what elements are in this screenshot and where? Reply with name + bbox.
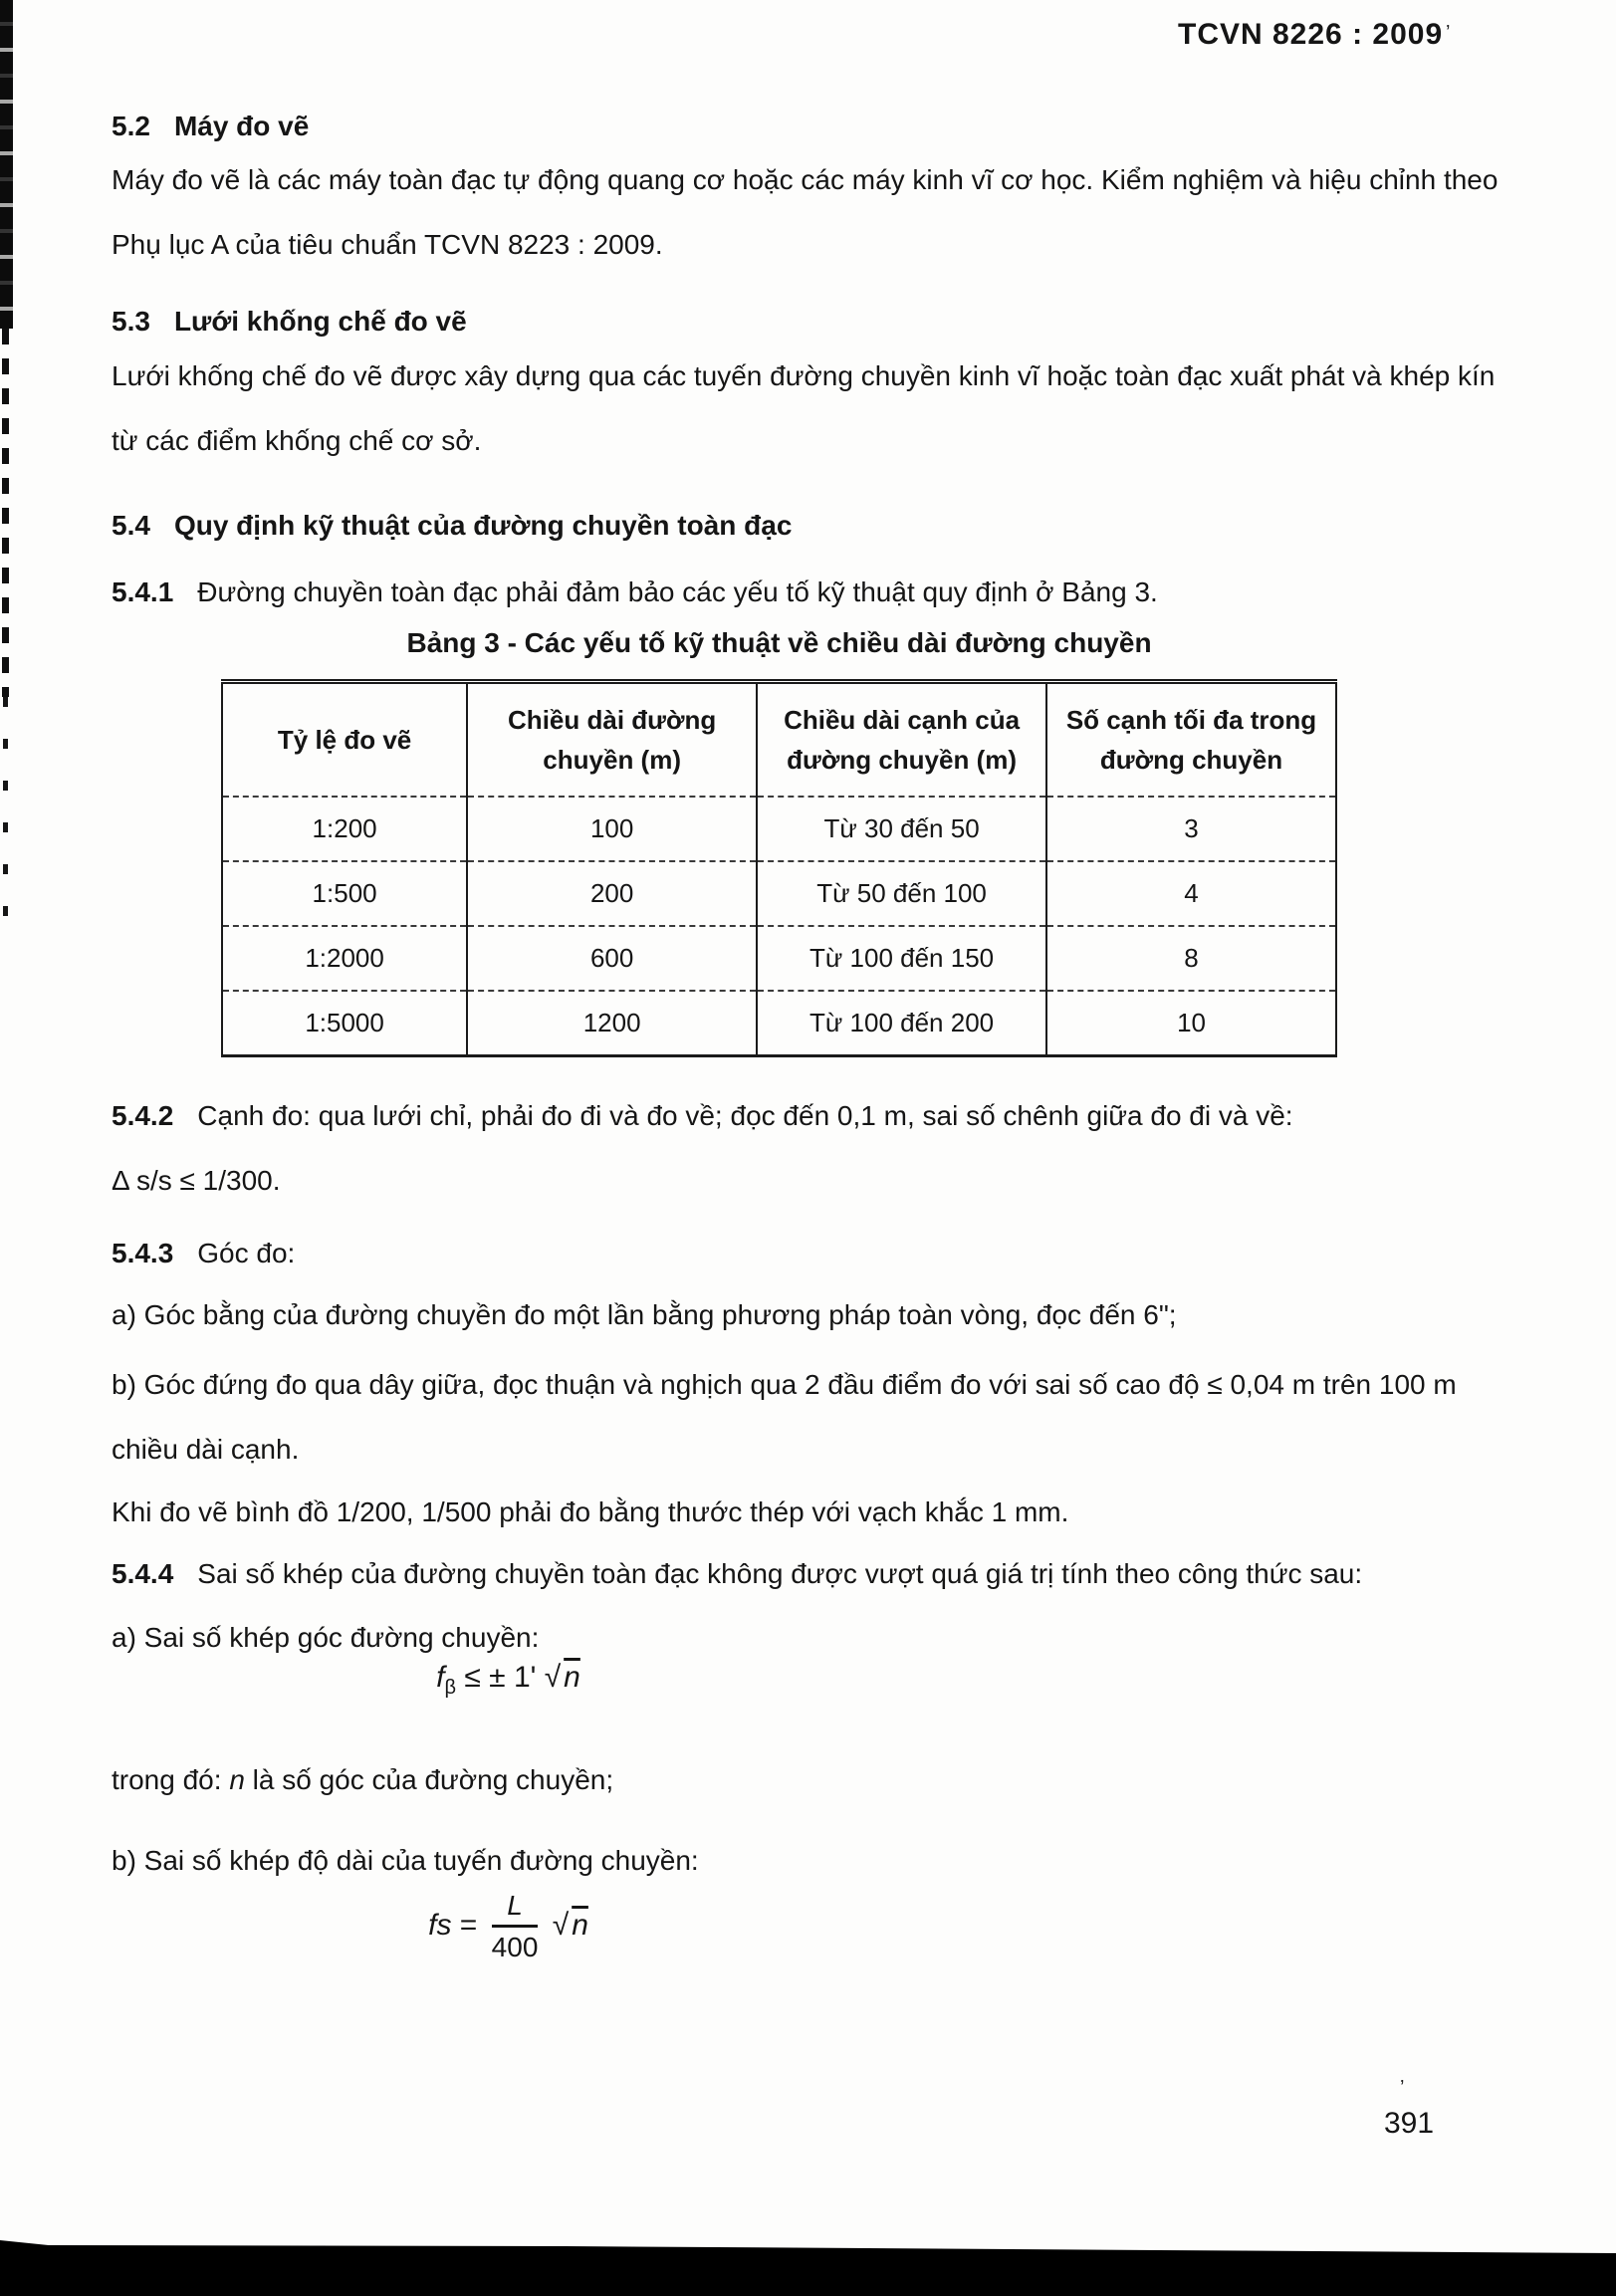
section-number: 5.4.4: [112, 1558, 174, 1589]
fraction-numerator: L: [492, 1890, 539, 1928]
table-row: [222, 991, 1336, 1056]
section-title: Lưới khống chế đo vẽ: [173, 306, 467, 337]
section-title: Máy đo vẽ: [173, 111, 310, 141]
section-title: Quy định kỹ thuật của đường chuyền toàn đạc: [173, 510, 793, 541]
formula-variable: f: [436, 1661, 445, 1694]
technical-table-bang-3: [221, 679, 1337, 1057]
formula-relation: ≤ ± 1': [464, 1661, 537, 1694]
paragraph-5-4-4: [112, 1541, 1505, 1606]
fraction: [492, 1890, 539, 1963]
table-cell: Từ 30 đến 50: [757, 797, 1046, 861]
paragraph-5-3: Lưới khống chế đo vẽ được xây dựng qua các tuyến đường chuyền kinh vĩ hoặc toàn đạc xuất phát và khép kín từ các điểm khống chế cơ sở.: [112, 360, 1496, 456]
table-cell: 1:2000: [222, 926, 467, 991]
list-item-b: b) Sai số khép độ dài của tuyến đường chuyền:: [112, 1845, 699, 1876]
scan-speck: ’: [1446, 22, 1451, 44]
page-number: 391: [1384, 2107, 1435, 2140]
table-header-cell: Chiều dài đường chuyền (m): [467, 682, 757, 798]
left-scan-artifact: [0, 0, 13, 329]
equals-sign: =: [459, 1908, 478, 1942]
section-title: Góc đo:: [197, 1238, 296, 1268]
paragraph-5-2: Máy đo vẽ là các máy toàn đạc tự động quang cơ hoặc các máy kinh vĩ cơ học. Kiểm nghiệm và hiệu chỉnh theo Phụ lục A của tiêu chuẩn TCVN 8223 : 2009.: [112, 164, 1499, 260]
left-scan-artifact: [3, 697, 8, 936]
paragraph-5-4-1: [112, 560, 1505, 624]
table-cell: Từ 50 đến 100: [757, 861, 1046, 926]
table-cell: 600: [467, 926, 757, 991]
where-variable: n: [229, 1764, 245, 1795]
table-cell: 8: [1046, 926, 1336, 991]
where-clause: [112, 1747, 1505, 1812]
formula-subscript: β: [444, 1677, 456, 1699]
list-item-a: a) Sai số khép góc đường chuyền:: [112, 1622, 540, 1653]
formula-angle-closure: [112, 1661, 908, 1700]
table-cell: 1:500: [222, 861, 467, 926]
where-suffix: là số góc của đường chuyền;: [244, 1764, 614, 1795]
table-header-cell: Số cạnh tối đa trong đường chuyền: [1046, 682, 1336, 798]
square-root: √ n: [545, 1661, 583, 1694]
paragraph-text: Sai số khép của đường chuyền toàn đạc không được vượt quá giá trị tính theo công thức sau:: [197, 1558, 1363, 1589]
paragraph-5-4-2: [112, 1083, 1505, 1148]
formula-radicand: n: [564, 1661, 580, 1694]
section-number: 5.4: [112, 510, 150, 541]
formula-variable: fs: [428, 1908, 452, 1942]
list-item-b: b) Góc đứng đo qua dây giữa, đọc thuận và nghịch qua 2 đầu điểm đo với sai số cao độ ≤ 0,04 m trên 100 m chiều dài cạnh.: [112, 1369, 1457, 1465]
square-root: √ n: [553, 1909, 591, 1942]
where-prefix: trong đó:: [112, 1764, 230, 1795]
note-paragraph: Khi đo vẽ bình đồ 1/200, 1/500 phải đo bằng thước thép với vạch khắc 1 mm.: [112, 1496, 1069, 1527]
table-cell: 200: [467, 861, 757, 926]
section-number: 5.4.2: [112, 1100, 174, 1131]
table-row: [222, 926, 1336, 991]
table-row: [222, 861, 1336, 926]
table-cell: 3: [1046, 797, 1336, 861]
table-cell: 1:200: [312, 813, 377, 843]
table-header-cell: Chiều dài cạnh của đường chuyền (m): [757, 682, 1046, 798]
table-cell: Từ 100 đến 200: [757, 991, 1046, 1056]
section-heading-5-4: [112, 493, 1505, 558]
section-number: 5.4.3: [112, 1238, 174, 1268]
table-cell: 1200: [467, 991, 757, 1056]
list-item-a: a) Góc bằng của đường chuyền đo một lần bằng phương pháp toàn vòng, đọc đến 6";: [112, 1299, 1177, 1330]
section-number: 5.2: [112, 111, 150, 141]
document-header: TCVN 8226 : 2009: [1178, 18, 1444, 51]
table-cell: 10: [1046, 991, 1336, 1056]
table-header-row: [222, 682, 1336, 798]
table-cell: 4: [1046, 861, 1336, 926]
section-number: 5.3: [112, 306, 150, 337]
bottom-scan-band: [0, 2232, 1616, 2296]
left-scan-artifact: [2, 329, 9, 697]
paragraph-text: Cạnh đo: qua lưới chỉ, phải đo đi và đo về; đọc đến 0,1 m, sai số chênh giữa đo đi và về:: [197, 1100, 1293, 1131]
section-number: 5.4.1: [112, 576, 174, 607]
formula-length-closure: [112, 1890, 908, 1963]
table-cell: Từ 100 đến 150: [757, 926, 1046, 991]
scan-speck: ’: [1400, 2077, 1405, 2099]
paragraph-text: Đường chuyền toàn đạc phải đảm bảo các yếu tố kỹ thuật quy định ở Bảng 3.: [197, 576, 1158, 607]
formula-radicand: n: [572, 1908, 588, 1942]
table-header-cell: Tỷ lệ đo vẽ: [222, 682, 467, 798]
fraction-denominator: 400: [491, 1932, 539, 1962]
constraint-5-4-2: Δ s/s ≤ 1/300.: [112, 1165, 281, 1196]
table-cell: 100: [467, 797, 757, 861]
table-cell: 1:5000: [222, 991, 467, 1056]
table-row: [222, 797, 1336, 861]
section-heading-5-4-3: [112, 1221, 1505, 1285]
table-caption: Bảng 3 - Các yếu tố kỹ thuật về chiều dài đường chuyền: [406, 627, 1152, 658]
